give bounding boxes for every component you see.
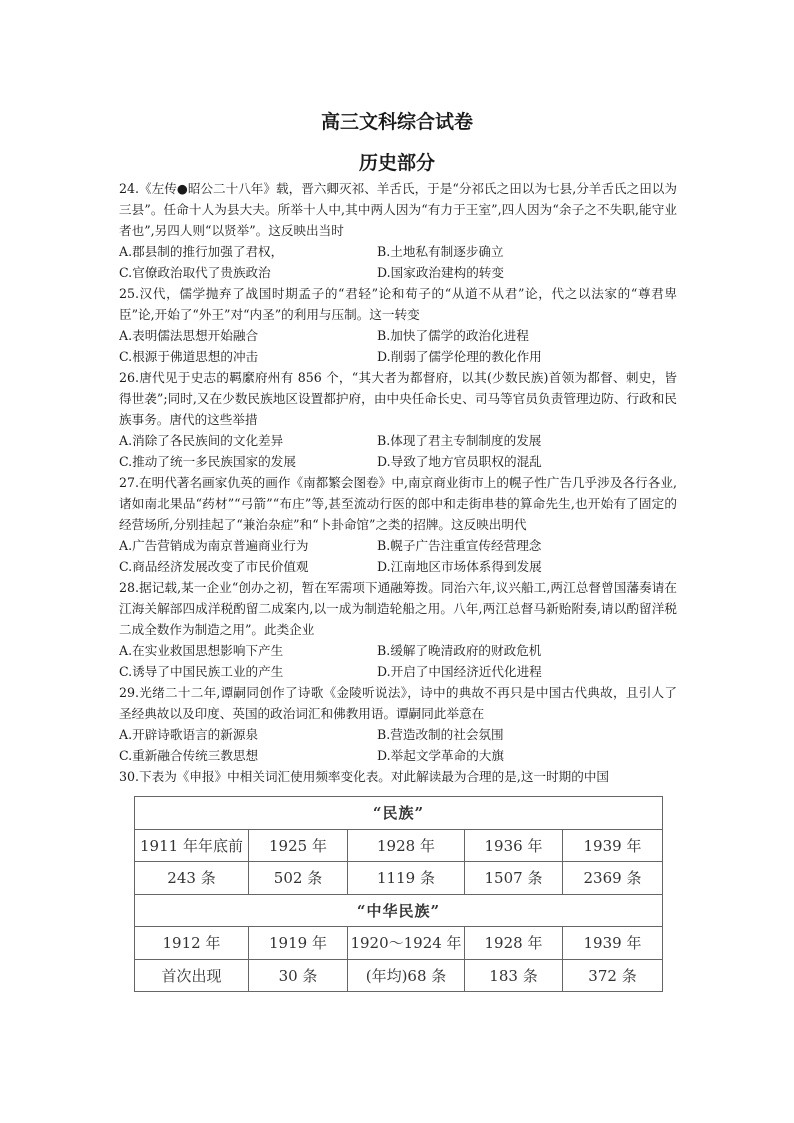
question-block [119,472,677,577]
table-section-header: “中华民族” [135,894,663,927]
answer-option: C.根源于佛道思想的冲击 [119,349,259,364]
frequency-table [134,796,663,992]
table-cell: 1939 年 [563,829,663,862]
table-cell: 1939 年 [563,927,663,960]
answer-option: C.重新融合传统三教思想 [119,748,259,763]
answer-option: B.体现了君主专制制度的发展 [377,433,542,448]
question-stem: 30.下表为《申报》中相关词汇使用频率变化表。对此解读最为合理的是,这一时期的中国 [119,769,610,784]
answer-option: C.商品经济发展改变了市民价值观 [119,559,309,574]
answer-option: A.开辟诗歌语言的新源泉 [119,727,259,742]
answer-option: B.营造改制的社会氛围 [377,727,504,742]
table-row [135,862,663,895]
answer-option: D.开启了中国经济近代化进程 [377,664,542,679]
option-list [119,430,677,472]
answer-option: D.削弱了儒学伦理的教化作用 [377,349,542,364]
answer-option: B.幌子广告注重宣传经营理念 [377,538,542,553]
answer-option: C.官僚政治取代了贵族政治 [119,265,271,280]
table-section-header: “民族” [135,797,663,830]
question-stem: 27.在明代著名画家仇英的画作《南都繁会图卷》中,南京商业街市上的幌子性广告几乎涉及各行各业,诸如南北果品“药材”“弓箭”“布庄”等,甚至流动行医的郎中和走街串巷的算命先生,也开始有了固定的经营场所,分别挂起了“兼治杂症”和“卜卦命馆”之类的招牌。这反映出明代 [119,475,677,532]
table-cell: 502 条 [249,862,348,895]
answer-option: B.缓解了晚清政府的财政危机 [377,643,542,658]
table-cell: 1928 年 [465,927,563,960]
question-block [119,577,677,682]
table-cell: 1507 条 [465,862,563,895]
answer-option: D.国家政治建构的转变 [377,265,504,280]
table-row [135,959,663,992]
table-cell: 首次出现 [135,959,249,992]
question-list [119,178,677,787]
answer-option: D.江南地区市场体系得到发展 [377,559,542,574]
option-list [119,325,677,367]
question-stem: 26.唐代见于史志的羁縻府州有 856 个，“其大者为都督府，以其(少数民族)首领为都督、刺史，皆得世袭”;同时,又在少数民族地区设置都护府，由中央任命长史、司马等官员负责管理边防、行政和民族事务。唐代的这些举措 [119,370,677,427]
table-cell: (年均)68 条 [348,959,465,992]
answer-option: D.举起文学革命的大旗 [377,748,504,763]
answer-option: A.消除了各民族间的文化差异 [119,433,284,448]
option-list [119,241,677,283]
question-stem: 25.汉代，儒学抛弃了战国时期孟子的“君轻”论和荀子的“从道不从君”论，代之以法家的“尊君卑臣”论,开始了“外王”对“内圣”的利用与压制。这一转变 [119,286,677,322]
table-cell: 1920～1924 年 [348,927,465,960]
answer-option: D.导致了地方官员职权的混乱 [377,454,542,469]
question-stem: 24.《左传●昭公二十八年》载，晋六卿灭祁、羊舌氏，于是“分祁氏之田以为七县,分羊舌氏之田以为三县”。任命十人为县大夫。所举十人中,其中两人因为“有力于王室”,四人因为“余子之不失职,能守业者也”,另四人则“以贤举”。这反映出当时 [119,181,677,238]
question-stem: 29.光绪二十二年,谭嗣同创作了诗歌《金陵听说法》，诗中的典故不再只是中国古代典故，且引人了圣经典故以及印度、英国的政治词汇和佛教用语。谭嗣同此举意在 [119,685,677,721]
question-stem: 28.据记载,某一企业“创办之初，暂在军需项下通融筹拨。同治六年,议兴船工,两江总督曾国藩奏请在江海关解部四成洋税酌留二成案内,以一成为制造轮船之用。八年,两江总督马新贻附奏,请以酌留洋税二成全数作为制造之用”。此类企业 [119,580,677,637]
option-list [119,640,677,682]
table-header-row [135,797,663,830]
table-cell: 183 条 [465,959,563,992]
question-block [119,178,677,283]
question-block [119,283,677,367]
table-cell: 1925 年 [249,829,348,862]
table-cell: 1912 年 [135,927,249,960]
answer-option: A.郡县制的推行加强了君权， [119,244,284,259]
table-cell: 1119 条 [348,862,465,895]
answer-option: A.在实业救国思想影响下产生 [119,643,284,658]
table-cell: 1919 年 [249,927,348,960]
table-row [135,927,663,960]
table-header-row [135,894,663,927]
answer-option: B.加快了儒学的政治化进程 [377,328,529,343]
table-cell: 1928 年 [348,829,465,862]
option-list [119,535,677,577]
table-cell: 30 条 [249,959,348,992]
table-cell: 2369 条 [563,862,663,895]
table-cell: 372 条 [563,959,663,992]
answer-option: A.广告营销成为南京普遍商业行为 [119,538,309,553]
option-list [119,724,677,766]
answer-option: C.诱导了中国民族工业的产生 [119,664,284,679]
answer-option: B.土地私有制逐步确立 [377,244,504,259]
table-cell: 1936 年 [465,829,563,862]
question-block [119,367,677,472]
page-title: 高三文科综合试卷 [320,111,473,133]
question-block [119,682,677,766]
table-cell: 243 条 [135,862,249,895]
answer-option: C.推动了统一多民族国家的发展 [119,454,296,469]
table-cell: 1911 年年底前 [135,829,249,862]
answer-option: A.表明儒法思想开始融合 [119,328,259,343]
table-row [135,829,663,862]
section-title: 历史部分 [358,152,435,174]
question-block [119,766,677,787]
